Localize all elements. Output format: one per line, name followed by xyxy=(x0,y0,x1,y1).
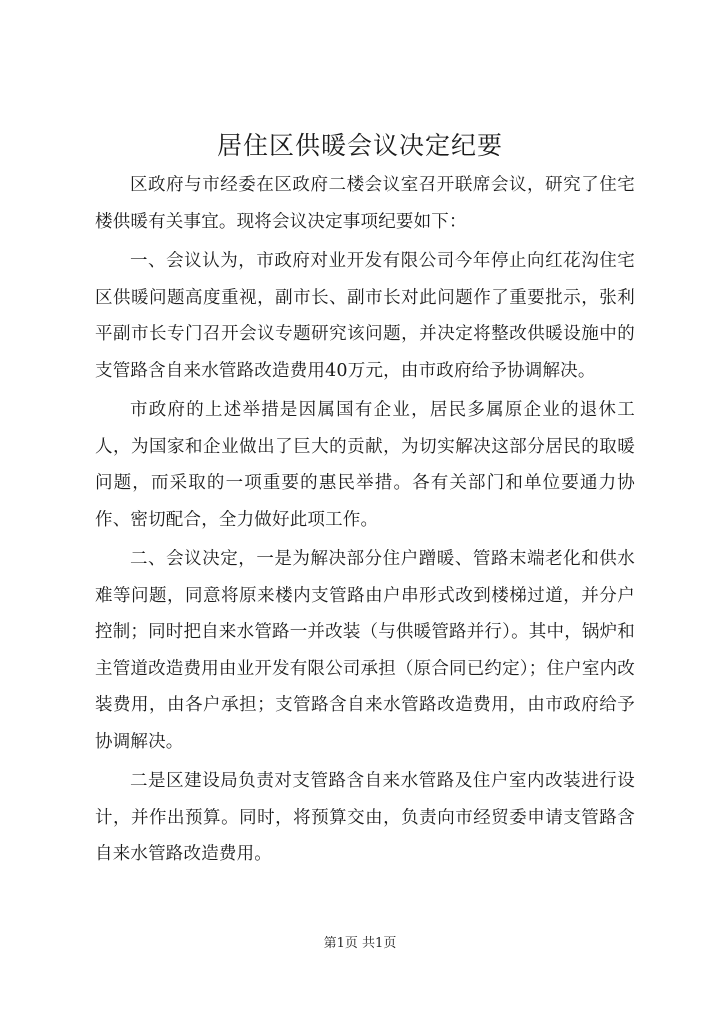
paragraph-measures: 市政府的上述举措是因属国有企业，居民多属原企业的退休工人，为国家和企业做出了巨大的贡献，为切实解决这部分居民的取暖问题，而采取的一项重要的惠民举措。各有关部门和单位要通力协作、密切配合，全力做好此项工作。 xyxy=(95,400,635,530)
paragraph-intro: 区政府与市经委在区政府二楼会议室召开联席会议，研究了住宅楼供暖有关事宜。现将会议决定事项纪要如下： xyxy=(95,175,635,232)
document-body xyxy=(95,167,635,876)
paragraph-item-one: 一、会议认为，市政府对业开发有限公司今年停止向红花沟住宅区供暖问题高度重视，副市长、副市长对此问题作了重要批示，张利平副市长专门召开会议专题研究该问题，并决定将整改供暖设施中的支管路含自来水管路改造费用40万元，由市政府给予协调解决。 xyxy=(95,251,635,381)
document-title: 居住区供暖会议决定纪要 xyxy=(216,131,503,160)
page-footer: 第1页 共1页 xyxy=(323,936,397,951)
paragraph-item-two-second: 二是区建设局负责对支管路含自来水管路及住户室内改装进行设计，并作出预算。同时，将预算交由，负责向市经贸委申请支管路含自来水管路改造费用。 xyxy=(95,771,635,864)
paragraph-item-two: 二、会议决定，一是为解决部分住户蹭暖、管路末端老化和供水难等问题，同意将原来楼内支管路由户串形式改到楼梯过道，并分户控制；同时把自来水管路一并改装（与供暖管路并行）。其中，锅炉和主管道改造费用由业开发有限公司承担（原合同已约定）；住户室内改装费用，由各户承担；支管路含自来水管路改造费用，由市政府给予协调解决。 xyxy=(95,549,635,752)
